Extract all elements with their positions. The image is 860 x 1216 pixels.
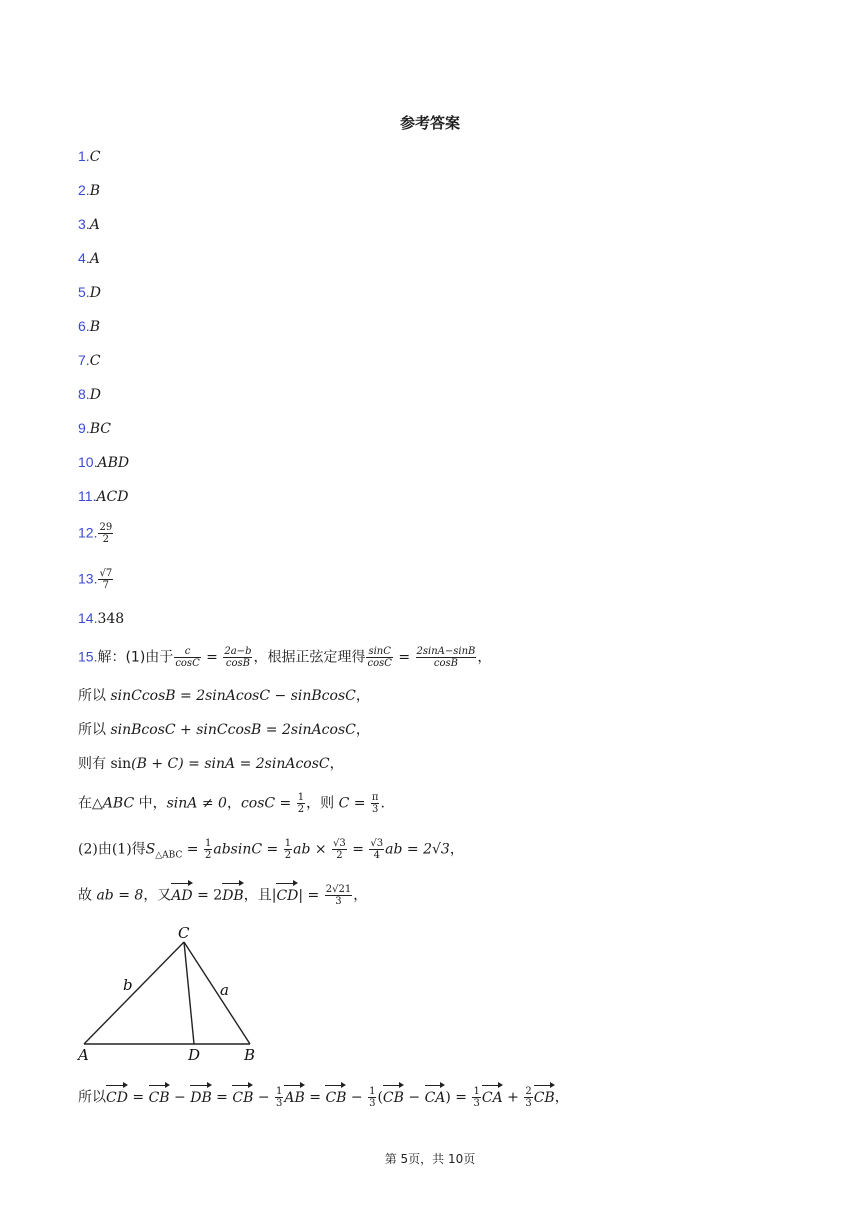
segment-cd: [184, 942, 194, 1044]
answer-value: C: [89, 149, 101, 165]
label-side-b: b: [123, 976, 133, 994]
page-footer: 第 5页，共 10页: [384, 1152, 476, 1166]
fraction: $\frac{2}{3}$: [525, 1086, 532, 1109]
answer-number: 6.: [78, 318, 90, 334]
equation: ab = 2√3: [385, 841, 450, 858]
text: ，: [449, 841, 464, 858]
answer-value: BC: [89, 421, 111, 437]
answer-item: [78, 608, 124, 629]
text: =: [393, 649, 415, 666]
answer-value: D: [89, 387, 101, 403]
answer-item: [78, 248, 100, 269]
text: =: [182, 841, 203, 858]
solution-line-7: [78, 884, 367, 907]
vector: CB: [232, 1089, 254, 1106]
text: ) =: [445, 1089, 472, 1106]
fraction: $\frac{1}{3}$: [276, 1086, 283, 1109]
answer-number: 8.: [78, 386, 90, 402]
answer-value: ACD: [96, 489, 129, 505]
text: 在△: [78, 795, 103, 812]
vector: CB: [533, 1089, 555, 1106]
text: ，: [329, 756, 344, 772]
text: ，: [355, 688, 370, 704]
equation: ABC: [102, 795, 135, 812]
answer-number: 2.: [78, 182, 90, 198]
text: (2)由(1)得: [78, 841, 146, 858]
text: 所以: [78, 1089, 106, 1106]
answer-value: ABD: [97, 455, 130, 471]
answer-item: [78, 486, 128, 507]
equation: ab ×: [293, 841, 332, 858]
text: −: [346, 1089, 368, 1106]
vector: DB: [222, 887, 244, 904]
answer-number: 10.: [78, 454, 98, 470]
solution-line-3: [78, 720, 370, 740]
text: =: [211, 1089, 233, 1106]
answer-item: [78, 418, 111, 439]
equation: sinCcosB = 2sinAcosC − sinBcosC: [110, 688, 356, 704]
answer-item: [78, 522, 114, 545]
equation: (B + C) = sinA = 2sinAcosC: [131, 756, 330, 772]
equation: C =: [338, 795, 370, 812]
solution-line-2: [78, 686, 370, 706]
answer-item: [78, 146, 100, 167]
answer-number: 15.: [78, 648, 98, 665]
answer-item: [78, 350, 100, 371]
text: =: [347, 841, 369, 858]
vector: DB: [190, 1089, 212, 1106]
vector: CD: [106, 1089, 128, 1106]
vector: CD: [276, 887, 299, 904]
text: −: [253, 1089, 275, 1106]
text: ，: [477, 649, 492, 666]
equation: absinC =: [213, 841, 283, 858]
text: ，: [355, 722, 370, 738]
fraction: $\frac{1}{3}$: [473, 1086, 480, 1109]
subscript: △ABC: [155, 850, 183, 861]
answer-number: 1.: [78, 148, 90, 164]
fraction: $\frac{2\sin A-\sin B}{\cos B}$: [416, 646, 476, 669]
solution-line-5: [78, 792, 385, 815]
fraction: $\frac{√3}{2}$: [333, 838, 346, 861]
text: 故: [78, 887, 97, 904]
fraction: $\frac{1}{2}$: [284, 838, 292, 861]
text: 所以: [78, 688, 111, 704]
answer-item: [78, 452, 129, 473]
text: ，: [226, 795, 241, 812]
answer-item: [78, 180, 100, 201]
text: sin: [110, 756, 132, 772]
answer-item: [78, 316, 100, 337]
answer-value: A: [89, 251, 100, 267]
fraction: $\frac{√7}{7}$: [99, 568, 113, 591]
text: ，则: [306, 795, 339, 812]
label-side-a: a: [220, 981, 229, 999]
vector: AB: [284, 1089, 305, 1106]
text: =: [127, 1089, 149, 1106]
text: | =: [298, 887, 324, 904]
fraction: $\frac{1}{2}$: [205, 838, 212, 861]
text: +: [502, 1089, 524, 1106]
answer-number: 5.: [78, 284, 90, 300]
answer-value: B: [89, 319, 100, 335]
fraction: $\frac{2a-b}{\cos B}$: [224, 646, 252, 669]
equation: S: [145, 841, 156, 858]
solution-line-8: [78, 1086, 569, 1109]
answer-item: [78, 214, 100, 235]
fraction: $\frac{c}{\cos C}$: [175, 646, 200, 669]
text: .: [380, 795, 385, 812]
answer-value: B: [89, 183, 100, 199]
text: =: [201, 649, 223, 666]
text: (1)由于: [125, 649, 174, 666]
equation: ab = 8: [96, 887, 144, 904]
label-b-vertex: B: [244, 1046, 256, 1064]
solution-line-6: [78, 838, 464, 865]
text: −: [169, 1089, 191, 1106]
triangle-figure: [74, 922, 274, 1067]
side-a: [184, 942, 250, 1044]
text: 中，: [134, 795, 167, 812]
text: 所以: [78, 722, 111, 738]
vector: AD: [171, 887, 193, 904]
equation: sinA ≠ 0: [166, 795, 227, 812]
page-title: 参考答案: [399, 114, 460, 132]
solution-label: 解：: [97, 649, 126, 666]
vector: CA: [424, 1089, 446, 1106]
vector: CB: [382, 1089, 404, 1106]
text: ，根据正弦定理得: [253, 649, 366, 666]
equation: cosC =: [240, 795, 296, 812]
label-a-vertex: A: [78, 1046, 89, 1064]
label-d: D: [188, 1046, 201, 1064]
answer-number: 3.: [78, 216, 90, 232]
answer-item: [78, 384, 101, 405]
answer-value: D: [89, 285, 101, 301]
answer-number: 13.: [78, 570, 98, 587]
side-b: [84, 942, 184, 1044]
solution-line-4: [78, 754, 344, 774]
vector: CB: [148, 1089, 170, 1106]
text: ，: [353, 887, 368, 904]
text: = 2: [192, 887, 223, 904]
text: −: [403, 1089, 425, 1106]
text: (: [377, 1089, 383, 1106]
answer-value: 348: [97, 611, 125, 627]
answer-item: [78, 282, 101, 303]
answer-number: 11.: [78, 488, 97, 504]
vector: CB: [325, 1089, 347, 1106]
text: 则有: [78, 756, 111, 772]
answer-item: [78, 568, 114, 591]
fraction: $\frac{1}{2}$: [297, 792, 305, 815]
answer-value: C: [89, 353, 101, 369]
label-c: C: [178, 924, 190, 942]
fraction: $\frac{2√21}{3}$: [325, 884, 352, 907]
text: ，又: [143, 887, 172, 904]
text: ，且|: [243, 887, 277, 904]
text: =: [304, 1089, 326, 1106]
solution-line-1: [78, 646, 491, 669]
fraction: $\frac{\pi}{3}$: [371, 792, 379, 815]
answer-number: 12.: [78, 524, 98, 541]
answer-number: 4.: [78, 250, 90, 266]
equation: sinBcosC + sinCcosB = 2sinAcosC: [110, 722, 356, 738]
answer-number: 9.: [78, 420, 90, 436]
answer-number: 14.: [78, 610, 98, 626]
answer-number: 7.: [78, 352, 90, 368]
fraction: $\frac{1}{3}$: [369, 1086, 376, 1109]
text: ，: [554, 1089, 569, 1106]
fraction: $\frac{\sin C}{\cos C}$: [367, 646, 392, 669]
fraction: $\frac{√3}{4}$: [370, 838, 384, 861]
fraction: $\frac{29}{2}$: [99, 522, 113, 545]
vector: CA: [481, 1089, 503, 1106]
answer-value: A: [89, 217, 100, 233]
